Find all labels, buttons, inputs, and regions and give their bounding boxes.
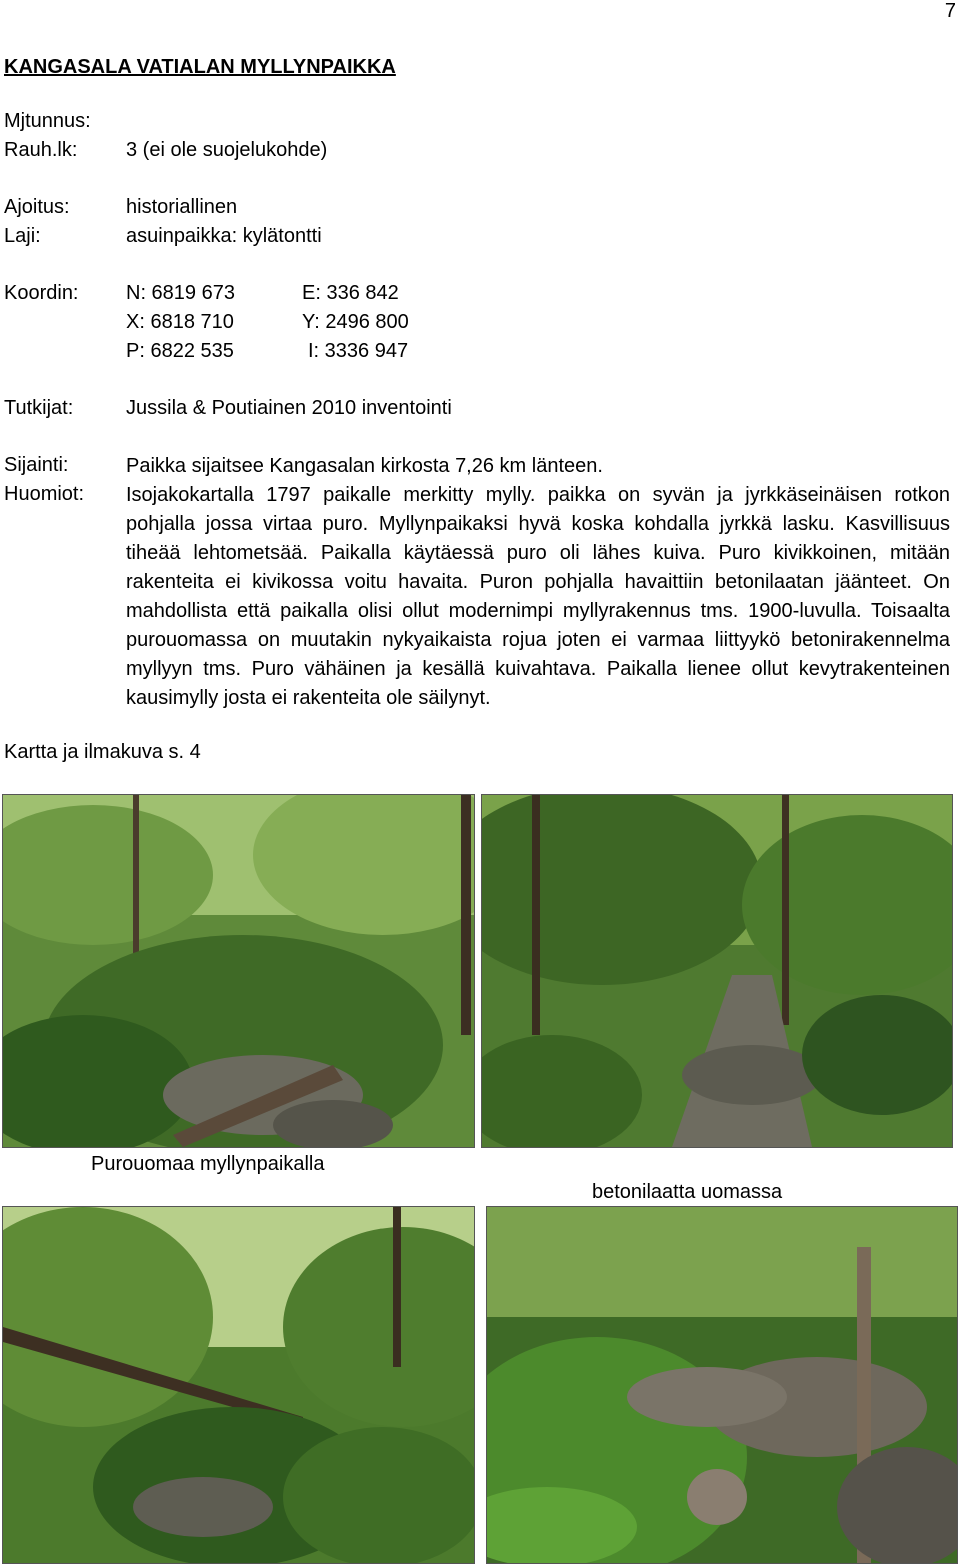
page-title: KANGASALA VATIALAN MYLLYNPAIKKA [4,56,396,78]
laji-label: Laji: [4,225,41,247]
photo-caption-1: Purouomaa myllynpaikalla [91,1153,325,1175]
rauhlk-value: 3 (ei ole suojelukohde) [126,139,328,161]
tutkijat-label: Tutkijat: [4,397,74,419]
huomiot-value: Isojakokartalla 1797 paikalle merkitty mylly. paikka on syvän ja jyrkkäseinäisen rotkon pohjalla jossa virtaa puro. Myllynpaikaksi hyvä koska kohdalla jyrkkä lasku. Kasvillisuus tiheää lehtometsää. Paikalla käytäessä puro oli lähes kuiva. Puro kivikkoinen, mitään rakenteita ei kivikossa voitu havaita. Puron pohjalla havaittiin betonilaatan jäänteet. On mahdollista että paikalla olisi ollut modernimpi myllyrakennus tms. 1900-luvulla. Toisaalta purouomassa on muutakin nykyaikaista rojua joten ei varmaa liittyykö betonirakennelma myllyyn tms. Puro vähäinen ja kesällä kuivahtava. Paikalla lienee ollut kevytrakenteinen kausimylly josta ei rakenteita ole säilynyt. [126,484,950,709]
laji-value: asuinpaikka: kylätontti [126,225,322,247]
forest-stream-photo-4 [486,1206,958,1564]
notes-block [126,452,950,713]
coord-e: E: 336 842 [302,282,399,304]
coord-i: I: 3336 947 [308,340,409,362]
forest-stream-photo-1 [2,794,475,1148]
coord-n: N: 6819 673 [126,282,235,304]
sijainti-value: Paikka sijaitsee Kangasalan kirkosta 7,26 km länteen. [126,455,603,477]
forest-stream-photo-3 [2,1206,475,1564]
sijainti-label: Sijainti: [4,454,69,476]
forest-stream-photo-2 [481,794,953,1148]
coord-p: P: 6822 535 [126,340,234,362]
page-number: 7 [944,0,956,22]
ajoitus-value: historiallinen [126,196,238,218]
huomiot-label: Huomiot: [4,483,85,505]
tutkijat-value: Jussila & Poutiainen 2010 inventointi [126,397,452,419]
rauhlk-label: Rauh.lk: [4,139,78,161]
coord-y: Y: 2496 800 [302,311,409,333]
ajoitus-label: Ajoitus: [4,196,70,218]
mjtunnus-label: Mjtunnus: [4,110,91,132]
map-reference: Kartta ja ilmakuva s. 4 [4,741,201,763]
photo-caption-2: betonilaatta uomassa [592,1181,783,1203]
coord-x: X: 6818 710 [126,311,234,333]
koordin-label: Koordin: [4,282,79,304]
